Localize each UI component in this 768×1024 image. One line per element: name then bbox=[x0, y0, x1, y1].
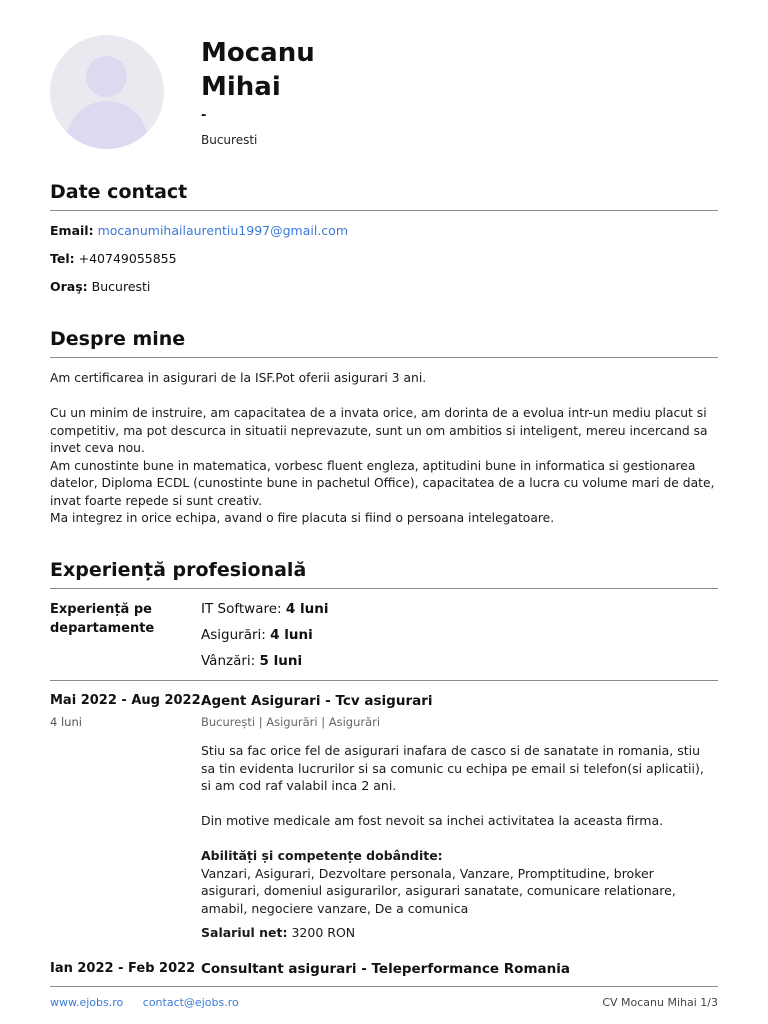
page-footer bbox=[50, 995, 718, 1011]
salary-label: Salariul net: bbox=[201, 925, 288, 940]
city-value: Bucuresti bbox=[91, 279, 151, 294]
department-name: Vânzări: bbox=[201, 653, 256, 669]
avatar-body-shape bbox=[66, 101, 148, 149]
about-section-title: Despre mine bbox=[50, 327, 718, 358]
avatar bbox=[50, 35, 164, 149]
job-description-paragraph: Din motive medicale am fost nevoit sa inchei activitatea la aceasta firma. bbox=[201, 813, 664, 828]
department-it bbox=[201, 600, 328, 618]
email-label: Email: bbox=[50, 223, 94, 238]
job-period: Mai 2022 - Aug 2022 bbox=[50, 693, 201, 708]
departments-label: Experiență pe departamente bbox=[50, 602, 155, 636]
headline-placeholder: - bbox=[201, 108, 207, 123]
contact-email-row bbox=[50, 222, 348, 240]
department-duration: 4 luni bbox=[270, 627, 313, 643]
about-paragraph-2: Cu un minim de instruire, am capacitatea de a invata orice, am dorinta de a evolua intr-un mediu placut si competitiv, ma pot descurca in situatii neprevazute, sunt un om ambitios si inteligent, mereu incercand sa invet ceva nou. bbox=[50, 406, 708, 455]
candidate-name bbox=[201, 36, 315, 104]
city-label: Oraş: bbox=[50, 279, 88, 294]
job-title: Agent Asigurari - Tcv asigurari bbox=[201, 693, 433, 709]
about-text bbox=[50, 370, 718, 528]
phone-value: +40749055855 bbox=[78, 251, 177, 266]
contact-section-title: Date contact bbox=[50, 180, 718, 211]
skills-label: Abilități și competențe dobândite: bbox=[201, 848, 443, 863]
job-duration: 4 luni bbox=[50, 715, 82, 729]
section-divider bbox=[50, 680, 718, 681]
experience-section-title: Experiență profesională bbox=[50, 558, 718, 589]
footer-email-link[interactable]: contact@ejobs.ro bbox=[142, 996, 239, 1009]
job-period: Ian 2022 - Feb 2022 bbox=[50, 961, 196, 976]
contact-phone-row bbox=[50, 250, 177, 268]
header-city: Bucuresti bbox=[201, 133, 258, 147]
avatar-head-shape bbox=[86, 56, 127, 97]
footer-site-link[interactable]: www.ejobs.ro bbox=[50, 996, 124, 1009]
job-description bbox=[201, 742, 711, 917]
job-description-paragraph: Stiu sa fac orice fel de asigurari inafara de casco si de sanatate in romania, stiu sa tin evidenta lucrurilor si sa comunic cu echipa pe email si telefon(si aplicatii), si am cod raf valabil inca 2 ani. bbox=[201, 743, 704, 793]
department-sales bbox=[201, 652, 302, 670]
candidate-last-name: Mocanu bbox=[201, 38, 315, 68]
department-duration: 5 luni bbox=[259, 653, 303, 669]
contact-city-row bbox=[50, 278, 150, 296]
job-title: Consultant asigurari - Teleperformance Romania bbox=[201, 961, 570, 977]
about-paragraph-3: Am cunostinte bune in matematica, vorbesc fluent engleza, aptitudini bune in informatica si gestionarea datelor, Diploma ECDL (cunostinte bune in pachetul Office), capacitatea de a lucra cu volume mari de date, invat foarte repede si sunt creativ. bbox=[50, 458, 715, 508]
department-name: Asigurări: bbox=[201, 627, 266, 643]
department-duration: 4 luni bbox=[285, 601, 329, 617]
phone-label: Tel: bbox=[50, 251, 75, 266]
job-meta: București | Asigurări | Asigurări bbox=[201, 715, 381, 729]
department-name: IT Software: bbox=[201, 601, 282, 617]
skills-list: Vanzari, Asigurari, Dezvoltare personala, Vanzare, Promptitudine, broker asigurari, domeniul asigurarilor, asigurari sanatate, comunicare relationare, amabil, negociere vanzare, De a comunica bbox=[201, 865, 676, 916]
department-insurance bbox=[201, 626, 313, 644]
salary-value: 3200 RON bbox=[291, 925, 356, 940]
about-paragraph-4: Ma integrez in orice echipa, avand o fire placuta si fiind o persoana intelegatoare. bbox=[50, 511, 555, 525]
email-link[interactable]: mocanumihailaurentiu1997@gmail.com bbox=[97, 223, 348, 238]
salary-row bbox=[201, 924, 711, 942]
about-paragraph-1: Am certificarea in asigurari de la ISF.Pot oferii asigurari 3 ani. bbox=[50, 371, 427, 385]
candidate-first-name: Mihai bbox=[201, 72, 281, 102]
footer-divider bbox=[50, 986, 718, 987]
footer-page-label: CV Mocanu Mihai 1/3 bbox=[602, 996, 718, 1009]
